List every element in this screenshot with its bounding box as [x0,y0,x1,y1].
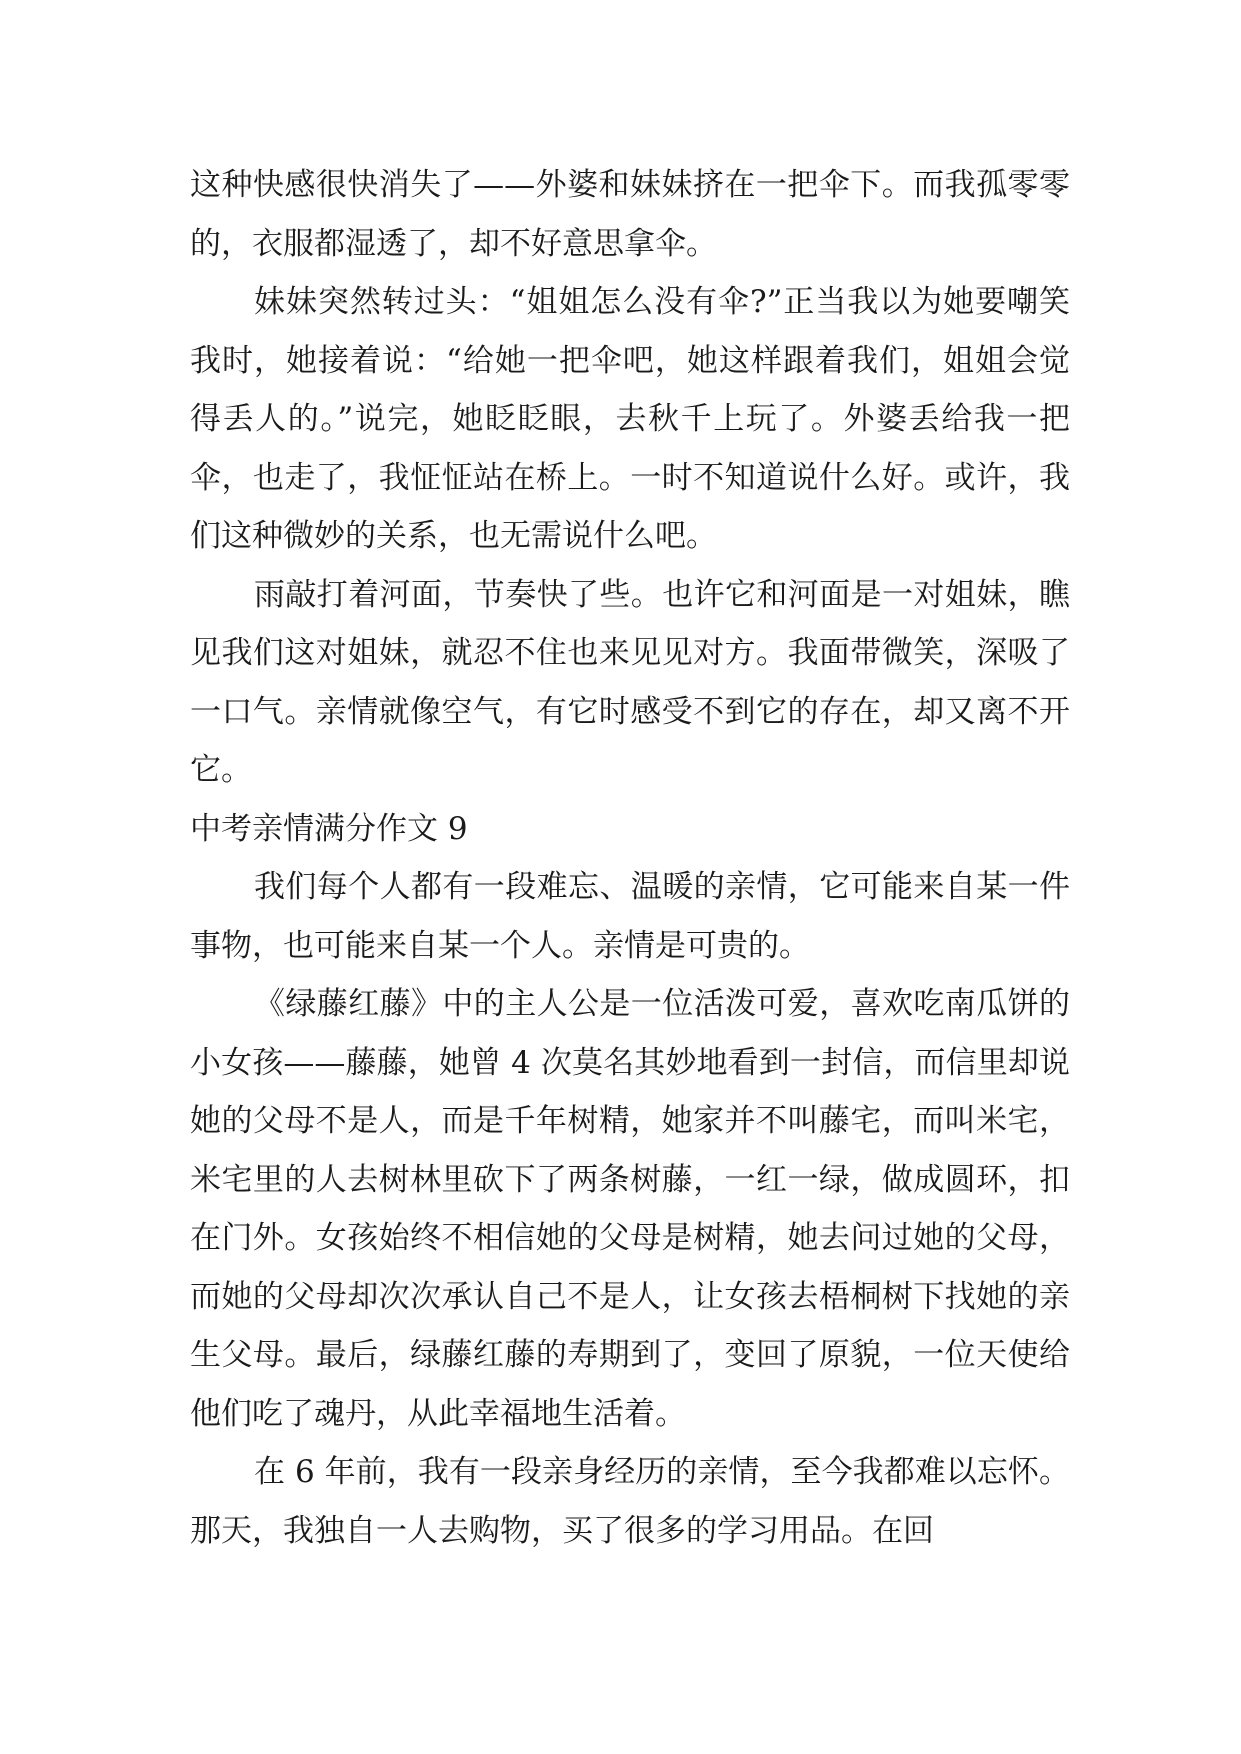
paragraph: 雨敲打着河面，节奏快了些。也许它和河面是一对姐妹，瞧见我们这对姐妹，就忍不住也来见见对方。我面带微笑，深吸了一口气。亲情就像空气，有它时感受不到它的存在，却又离不开它。 [190,576,1070,788]
paragraph: 妹妹突然转过头：“姐姐怎么没有伞?”正当我以为她要嘲笑我时，她接着说：“给她一把伞吧，她这样跟着我们，姐姐会觉得丢人的。”说完，她眨眨眼，去秋千上玩了。外婆丢给我一把伞，也走了，我怔怔站在桥上。一时不知道说什么好。或许，我们这种微妙的关系，也无需说什么吧。 [190,284,1070,554]
paragraph: 《绿藤红藤》中的主人公是一位活泼可爱，喜欢吃南瓜饼的小女孩——藤藤，她曾 4 次莫名其妙地看到一封信，而信里却说她的父母不是人，而是千年树精，她家并不叫藤宅，而叫米宅，米宅里的人去树林里砍下了两条树藤，一红一绿，做成圆环，扣在门外。女孩始终不相信她的父母是树精，她去问过她的父母，而她的父母却次次承认自己不是人，让女孩去梧桐树下找她的亲生父母。最后，绿藤红藤的寿期到了，变回了原貌，一位天使给他们吃了魂丹，从此幸福地生活着。 [190,986,1070,1432]
section-title: 中考亲情满分作文 9 [190,810,468,847]
document-page [190,156,1070,1560]
paragraph-continuation: 这种快感很快消失了——外婆和妹妹挤在一把伞下。而我孤零零的，衣服都湿透了，却不好意思拿伞。 [190,167,1070,262]
paragraph: 我们每个人都有一段难忘、温暖的亲情，它可能来自某一件事物，也可能来自某一个人。亲情是可贵的。 [190,869,1070,964]
paragraph: 在 6 年前，我有一段亲身经历的亲情，至今我都难以忘怀。那天，我独自一人去购物，买了很多的学习用品。在回 [190,1454,1070,1549]
